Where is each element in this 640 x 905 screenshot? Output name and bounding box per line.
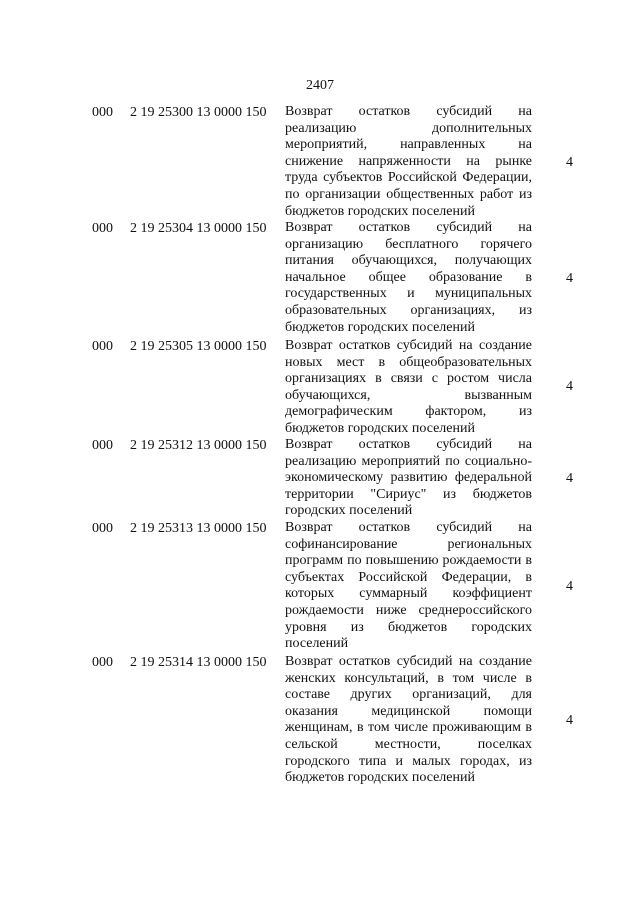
row-description bbox=[285, 654, 532, 787]
description-line: составе других организаций, для bbox=[285, 687, 532, 703]
description-line: снижение напряженности на рынке bbox=[285, 153, 532, 169]
description-line: экономическому развитию федеральной bbox=[285, 470, 532, 486]
description-line: по организации общественных работ из bbox=[285, 186, 532, 202]
description-line: сельской местности, поселках bbox=[285, 736, 532, 752]
row-count: 4 bbox=[566, 579, 573, 594]
description-line: женских консультаций, в том числе в bbox=[285, 670, 532, 686]
description-line: Возврат остатков субсидий на bbox=[285, 104, 532, 119]
description-line: уровня из бюджетов городских bbox=[285, 619, 532, 635]
description-line: бюджетов городских поселений bbox=[285, 420, 475, 436]
description-line: субъектах Российской Федерации, в bbox=[285, 569, 532, 585]
row-count: 4 bbox=[566, 713, 573, 728]
budget-classification-code: 2 19 25305 13 0000 150 bbox=[130, 339, 267, 354]
description-line: новых мест в общеобразовательных bbox=[285, 354, 532, 370]
description-line: государственных и муниципальных bbox=[285, 286, 532, 302]
row-count: 4 bbox=[566, 379, 573, 394]
description-line: организациях в связи с ростом числа bbox=[285, 371, 532, 387]
description-line: софинансирование региональных bbox=[285, 536, 532, 552]
description-line: женщинам, в том числе проживающим в bbox=[285, 720, 532, 736]
row-description bbox=[285, 338, 532, 438]
admin-code: 000 bbox=[92, 105, 113, 120]
admin-code: 000 bbox=[92, 221, 113, 236]
description-line: начальное общее образование в bbox=[285, 269, 532, 285]
row-description bbox=[285, 437, 532, 520]
budget-classification-code: 2 19 25304 13 0000 150 bbox=[130, 221, 267, 236]
row-description bbox=[285, 104, 532, 220]
budget-classification-code: 2 19 25314 13 0000 150 bbox=[130, 655, 267, 670]
description-line: Возврат остатков субсидий на создание bbox=[285, 338, 532, 353]
description-line: демографическим фактором, из bbox=[285, 404, 532, 420]
admin-code: 000 bbox=[92, 521, 113, 536]
description-line: бюджетов городских поселений bbox=[285, 319, 475, 335]
description-line: оказания медицинской помощи bbox=[285, 703, 532, 719]
description-line: Возврат остатков субсидий на bbox=[285, 437, 532, 452]
description-line: образовательных организациях, из bbox=[285, 302, 532, 318]
description-line: обучающихся, вызванным bbox=[285, 387, 532, 403]
description-line: бюджетов городских поселений bbox=[285, 770, 475, 786]
admin-code: 000 bbox=[92, 655, 113, 670]
budget-classification-code: 2 19 25313 13 0000 150 bbox=[130, 521, 267, 536]
row-count: 4 bbox=[566, 471, 573, 486]
description-line: Возврат остатков субсидий на bbox=[285, 220, 532, 235]
description-line: Возврат остатков субсидий на bbox=[285, 520, 532, 535]
row-count: 4 bbox=[566, 155, 573, 170]
description-line: Возврат остатков субсидий на создание bbox=[285, 654, 532, 669]
description-line: территории "Сириус" из бюджетов bbox=[285, 486, 532, 502]
row-count: 4 bbox=[566, 271, 573, 286]
description-line: питания обучающихся, получающих bbox=[285, 253, 532, 269]
description-line: поселений bbox=[285, 636, 349, 652]
description-line: городского типа и малых городах, из bbox=[285, 753, 532, 769]
description-line: реализацию мероприятий по социально- bbox=[285, 453, 532, 469]
budget-classification-code: 2 19 25312 13 0000 150 bbox=[130, 438, 267, 453]
page-number: 2407 bbox=[306, 78, 334, 93]
description-line: мероприятий, направленных на bbox=[285, 137, 532, 153]
description-line: программ по повышению рождаемости в bbox=[285, 553, 532, 569]
description-line: реализацию дополнительных bbox=[285, 120, 532, 136]
row-description bbox=[285, 520, 532, 653]
budget-classification-code: 2 19 25300 13 0000 150 bbox=[130, 105, 267, 120]
description-line: городских поселений bbox=[285, 503, 413, 519]
admin-code: 000 bbox=[92, 438, 113, 453]
description-line: бюджетов городских поселений bbox=[285, 203, 475, 219]
description-line: организацию бесплатного горячего bbox=[285, 236, 532, 252]
description-line: труда субъектов Российской Федерации, bbox=[285, 170, 532, 186]
description-line: рождаемости ниже среднероссийского bbox=[285, 602, 532, 618]
description-line: которых суммарный коэффициент bbox=[285, 586, 532, 602]
row-description bbox=[285, 220, 532, 336]
admin-code: 000 bbox=[92, 339, 113, 354]
